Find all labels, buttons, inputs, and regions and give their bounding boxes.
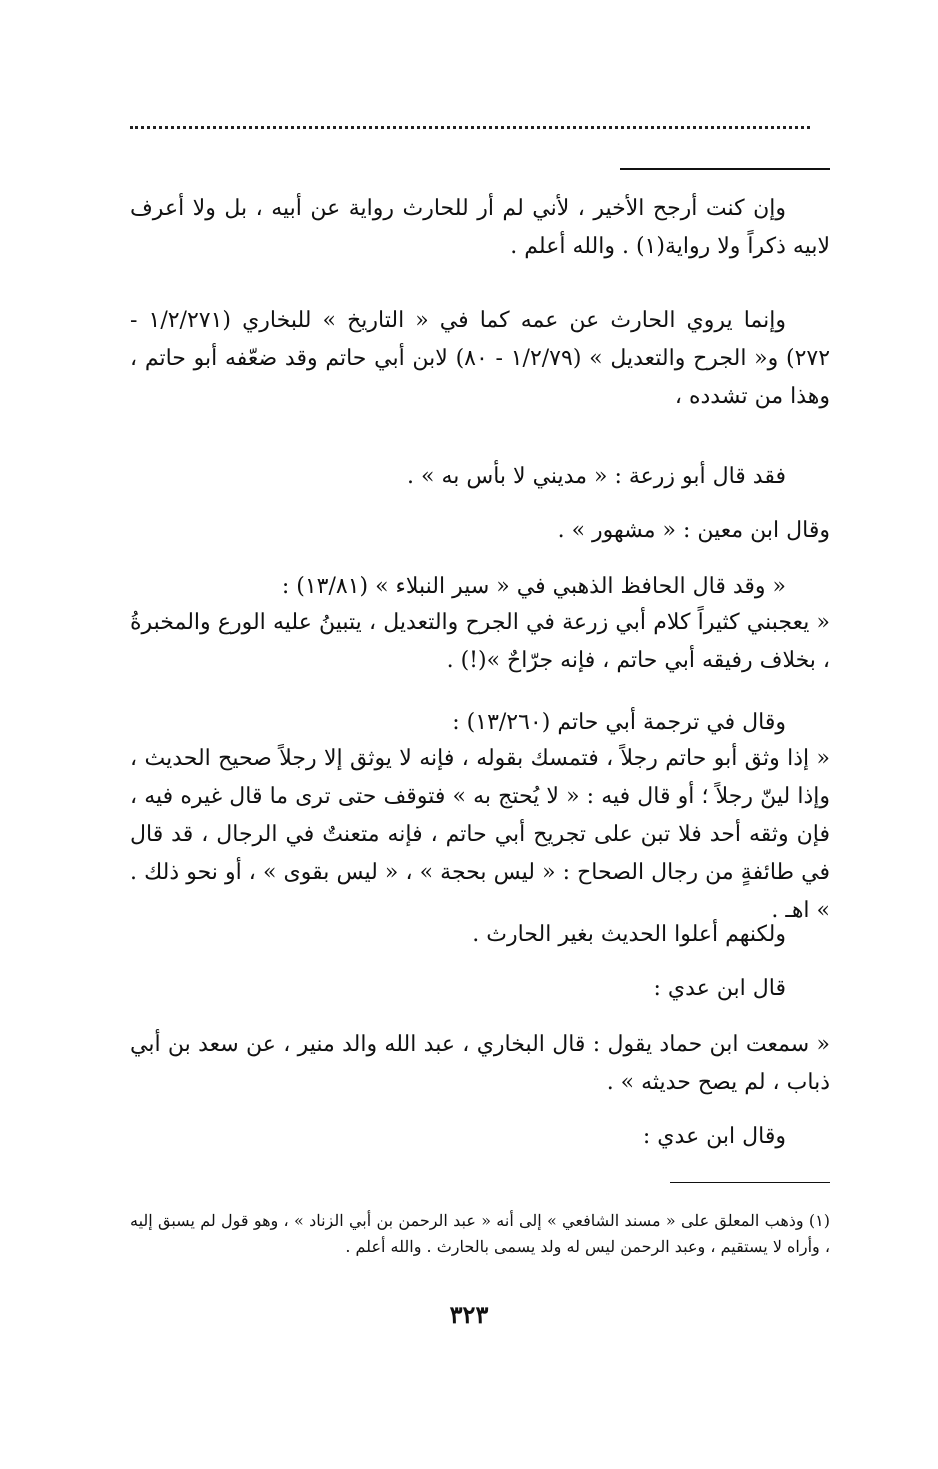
paragraph-11: « سمعت ابن حماد يقول : قال البخاري ، عبد الله والد منير ، عن سعد بن أبي ذباب ، لم يصح حديثه » . xyxy=(130,1032,830,1095)
paragraph-1: وإن كنت أرجح الأخير ، لأني لم أر للحارث رواية عن أبيه ، بل ولا أعرف لابيه ذكراً ولا رواية(١) . والله أعلم . xyxy=(130,196,830,259)
paragraph-6: « يعجبني كثيراً كلام أبي زرعة في الجرح والتعديل ، يتبينُ عليه الورع والمخبرةُ ، بخلاف رفيقه أبي حاتم ، فإنه جرّاحٌ »(!) . xyxy=(130,610,830,673)
paragraph-8: « إذا وثق أبو حاتم رجلاً ، فتمسك بقوله ، فإنه لا يوثق إلا رجلاً صحيح الحديث ، وإذا لينّ رجلاً ؛ أو قال فيه : « لا يُحتج به » فتوقف حتى ترى ما قال غيره فيه ، فإن وثقه أحد فلا تبن على تجريح أبي حاتم ، فإنه متعنتٌ في الرجال ، قد قال في طائفةٍ من رجال الصحاح : « ليس بحجة » ، « ليس بقوى » ، أو نحو ذلك . » اهـ . xyxy=(130,746,830,923)
paragraph-12: وقال ابن عدي : xyxy=(642,1124,786,1149)
paragraph-5: « وقد قال الحافظ الذهبي في « سير النبلاء » (١٣/٨١) : xyxy=(281,574,786,599)
paragraph-10: قال ابن عدي : xyxy=(653,976,786,1001)
page-number: ٣٢٣ xyxy=(449,1300,489,1329)
header-rule xyxy=(620,168,830,170)
paragraph-7: وقال في ترجمة أبي حاتم (١٣/٢٦٠) : xyxy=(452,710,786,735)
paragraph-3: فقد قال أبو زرعة : « مديني لا بأس به » . xyxy=(407,464,786,489)
header-dotted-line xyxy=(130,126,810,141)
footnote: (١) وذهب المعلق على « مسند الشافعي » إلى أنه « عبد الرحمن بن أبي الزناد » ، وهو قول لم يسبق إليه ، وأراه لا يستقيم ، وعبد الرحمن ليس له ولد يسمى بالحارث . والله أعلم . xyxy=(130,1211,831,1256)
paragraph-9: ولكنهم أعلوا الحديث بغير الحارث . xyxy=(472,922,786,947)
paragraph-2: وإنما يروي الحارث عن عمه كما في « التاريخ » للبخاري (١/٢/٢٧١ - ٢٧٢) و« الجرح والتعديل » (١/٢/٧٩ - ٨٠) لابن أبي حاتم وقد ضعّفه أبو حاتم ، وهذا من تشدده ، xyxy=(130,308,831,409)
footnote-rule xyxy=(670,1182,830,1183)
paragraph-4: وقال ابن معين : « مشهور » . xyxy=(557,518,830,543)
